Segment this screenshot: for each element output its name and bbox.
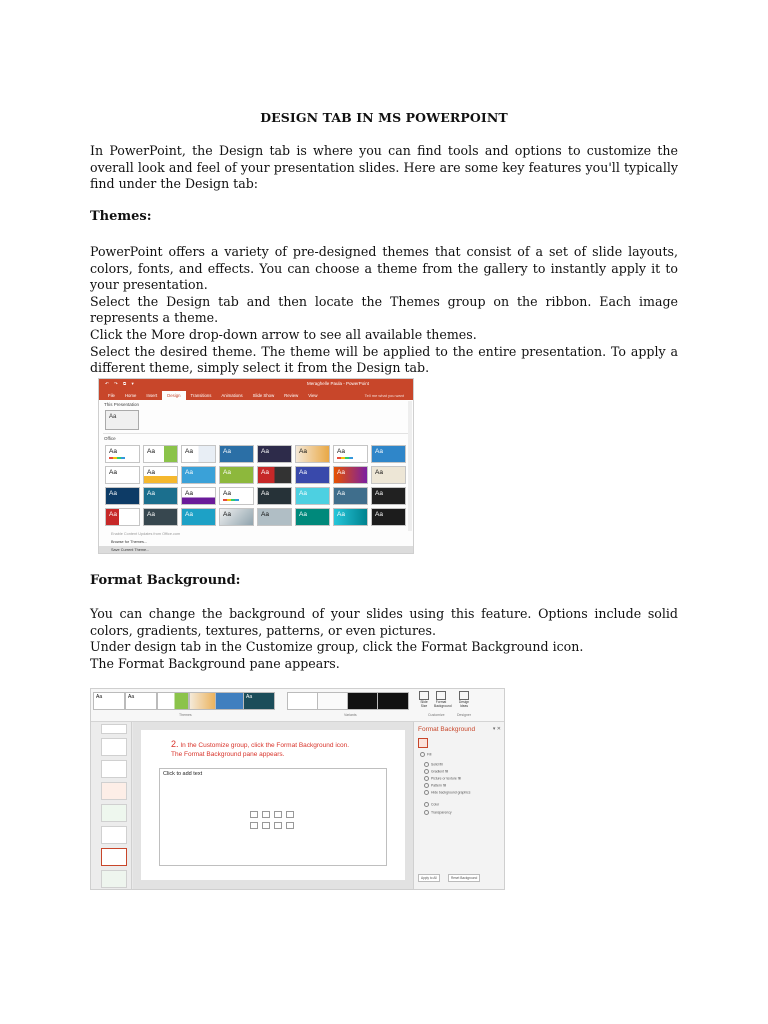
tell-me-box[interactable]: Tell me what you want bbox=[364, 393, 404, 398]
pattern-fill-option[interactable]: Pattern fill bbox=[424, 783, 446, 788]
theme-thumbnail[interactable] bbox=[125, 692, 157, 710]
theme-thumbnail[interactable] bbox=[333, 508, 368, 526]
theme-thumb-label: Aa bbox=[109, 511, 117, 518]
intro-paragraph bbox=[90, 143, 678, 193]
variant-thumbnail[interactable] bbox=[317, 692, 349, 710]
tab-transitions[interactable]: Transitions bbox=[190, 393, 212, 398]
theme-thumbnail[interactable] bbox=[105, 508, 140, 526]
insert-content-icons bbox=[250, 811, 296, 829]
placeholder-text: Click to add text bbox=[163, 771, 203, 777]
content-placeholder[interactable] bbox=[159, 768, 387, 866]
theme-thumb-label: Aa bbox=[299, 490, 307, 497]
format-background-label: Format Background bbox=[434, 700, 452, 708]
theme-thumbnail[interactable] bbox=[257, 508, 292, 526]
transparency-slider[interactable]: Transparency bbox=[424, 810, 452, 815]
theme-thumb-label: Aa bbox=[185, 448, 193, 455]
window-titlebar bbox=[99, 379, 413, 389]
instruction-line-2: The Format Background pane appears. bbox=[171, 751, 285, 758]
theme-thumbnail[interactable] bbox=[371, 445, 406, 463]
format-background-screenshot bbox=[90, 688, 505, 890]
theme-thumb-label: Aa bbox=[246, 694, 253, 700]
variant-thumbnail[interactable] bbox=[377, 692, 409, 710]
slide-size-label: Slide Size bbox=[420, 700, 428, 708]
theme-thumbnail[interactable] bbox=[181, 445, 216, 463]
theme-thumb-label: Aa bbox=[337, 448, 345, 455]
theme-thumbnail[interactable] bbox=[157, 692, 189, 710]
theme-thumb-label: Aa bbox=[375, 469, 383, 476]
video-icon[interactable] bbox=[274, 822, 282, 829]
theme-thumbnail[interactable] bbox=[143, 487, 178, 505]
tab-home[interactable]: Home bbox=[124, 393, 137, 398]
tab-animations[interactable]: Animations bbox=[221, 393, 243, 398]
designer-group-label: Designer bbox=[457, 713, 472, 717]
theme-thumbnail[interactable] bbox=[181, 508, 216, 526]
theme-thumbnail[interactable] bbox=[143, 508, 178, 526]
tab-slide-show[interactable]: Slide Show bbox=[252, 393, 275, 398]
theme-thumbnail[interactable] bbox=[219, 445, 254, 463]
quick-access-icons: ↶ ↷ ⧉ ▾ bbox=[105, 381, 136, 386]
theme-thumbnail[interactable] bbox=[295, 508, 330, 526]
theme-thumbnail[interactable] bbox=[333, 487, 368, 505]
theme-thumbnail[interactable] bbox=[295, 487, 330, 505]
theme-thumbnail[interactable] bbox=[371, 508, 406, 526]
themes-paragraph bbox=[90, 244, 678, 377]
theme-thumb-label: Aa bbox=[337, 511, 345, 518]
theme-thumb-label: Aa bbox=[109, 448, 117, 455]
window-title: Meraghelle Paula - PowerPoint bbox=[307, 381, 370, 386]
slide-size-icon bbox=[419, 691, 429, 700]
theme-thumbnail[interactable] bbox=[219, 466, 254, 484]
theme-thumb-label: Aa bbox=[147, 448, 155, 455]
theme-thumb-label: Aa bbox=[337, 490, 345, 497]
apply-to-all-button[interactable]: Apply to All bbox=[418, 874, 440, 882]
slide-thumbnail[interactable] bbox=[101, 870, 127, 888]
design-ideas-icon bbox=[459, 691, 469, 700]
fill-section-label[interactable]: Fill bbox=[420, 752, 431, 757]
tab-file[interactable]: File bbox=[108, 393, 115, 398]
format-line: The Format Background pane appears. bbox=[90, 655, 340, 671]
theme-thumb-label: Aa bbox=[261, 490, 269, 497]
theme-thumb-label: Aa bbox=[261, 469, 269, 476]
theme-thumbnail[interactable] bbox=[257, 466, 292, 484]
instruction-callout bbox=[171, 740, 401, 759]
theme-thumbnail[interactable] bbox=[105, 445, 140, 463]
theme-thumb-label: Aa bbox=[223, 511, 231, 518]
slide-thumbnail[interactable] bbox=[101, 826, 127, 844]
themes-group-label: Themes bbox=[179, 713, 192, 717]
theme-thumbnail[interactable] bbox=[295, 445, 330, 463]
office-label: Office bbox=[104, 436, 116, 441]
theme-thumb-label: Aa bbox=[375, 511, 383, 518]
slide-thumbnails-panel bbox=[91, 722, 132, 889]
current-slide[interactable] bbox=[141, 730, 405, 880]
theme-thumb-label: Aa bbox=[223, 448, 231, 455]
theme-thumbnail[interactable] bbox=[295, 466, 330, 484]
theme-thumbnail[interactable] bbox=[371, 487, 406, 505]
theme-thumb-label: Aa bbox=[185, 490, 193, 497]
theme-thumb-label: Aa bbox=[147, 511, 155, 518]
instruction-number: 2. bbox=[171, 739, 179, 749]
theme-thumbnail[interactable] bbox=[333, 445, 368, 463]
reset-background-button[interactable]: Reset Background bbox=[448, 874, 480, 882]
fill-bucket-icon[interactable] bbox=[418, 738, 428, 748]
theme-thumb-label: Aa bbox=[128, 694, 135, 700]
format-line: You can change the background of your slides using this feature. Options include solid colors, gradients, textures, patterns, or even pictures. bbox=[90, 606, 678, 638]
page-title: DESIGN TAB IN MS POWERPOINT bbox=[260, 110, 508, 125]
theme-thumb-label: Aa bbox=[375, 490, 383, 497]
intro-text: In PowerPoint, the Design tab is where you can find tools and options to customize the overall look and feel of your presentation slides. Here are some key features you'll typically find under the Design tab: bbox=[90, 143, 678, 192]
smartart-icon[interactable] bbox=[274, 811, 282, 818]
ribbon-tabs bbox=[99, 389, 413, 400]
theme-thumbnail[interactable] bbox=[219, 487, 254, 505]
theme-thumbnail[interactable] bbox=[143, 466, 178, 484]
format-background-pane bbox=[413, 722, 505, 889]
design-ribbon bbox=[91, 689, 504, 722]
theme-thumbnail[interactable] bbox=[257, 445, 292, 463]
format-background-paragraph bbox=[90, 606, 678, 672]
theme-thumb-label: Aa bbox=[147, 469, 155, 476]
theme-thumbnail[interactable] bbox=[143, 445, 178, 463]
theme-thumb-label: Aa bbox=[147, 490, 155, 497]
theme-thumbnail[interactable] bbox=[105, 487, 140, 505]
theme-thumb-label: Aa bbox=[261, 511, 269, 518]
theme-thumb-label: Aa bbox=[375, 448, 383, 455]
themes-line: Select the Design tab and then locate the Themes group on the ribbon. Each image represents a theme. bbox=[90, 293, 678, 326]
design-ideas-button[interactable] bbox=[457, 691, 471, 709]
picture-fill-option[interactable]: Picture or texture fill bbox=[424, 776, 461, 781]
theme-thumb-label: Aa bbox=[261, 448, 269, 455]
instruction-line-1: In the Customize group, click the Format Background icon. bbox=[180, 742, 350, 749]
gradient-fill-option[interactable]: Gradient fill bbox=[424, 769, 448, 774]
theme-thumbnail[interactable] bbox=[93, 692, 125, 710]
solid-fill-option[interactable]: Solid fill bbox=[424, 762, 443, 767]
theme-thumb-label: Aa bbox=[223, 490, 231, 497]
chart-icon[interactable] bbox=[262, 811, 270, 818]
format-background-button[interactable] bbox=[434, 691, 452, 709]
current-theme-thumbnail[interactable] bbox=[105, 410, 139, 430]
theme-gallery-screenshot bbox=[98, 378, 414, 554]
picture-icon[interactable] bbox=[250, 822, 258, 829]
theme-thumb-label: Aa bbox=[185, 511, 193, 518]
theme-grid bbox=[99, 443, 413, 526]
gallery-scrollbar[interactable] bbox=[408, 401, 412, 531]
format-line: Under design tab in the Customize group, click the Format Background icon. bbox=[90, 639, 584, 655]
theme-thumb-label: Aa bbox=[185, 469, 193, 476]
theme-thumbnail[interactable] bbox=[243, 692, 275, 710]
slide-thumbnail[interactable] bbox=[101, 804, 127, 822]
theme-thumbnail[interactable] bbox=[219, 508, 254, 526]
themes-line: Select the desired theme. The theme will be applied to the entire presentation. To apply a different theme, simply select it from the Design tab. bbox=[90, 343, 678, 376]
variant-thumbnail[interactable] bbox=[347, 692, 379, 710]
themes-line: PowerPoint offers a variety of pre-designed themes that consist of a set of slide layouts, colors, fonts, and effects. You can choose a theme from the gallery to instantly apply it to your presentation. bbox=[90, 244, 678, 293]
theme-thumbnail[interactable] bbox=[181, 466, 216, 484]
slide-thumbnail[interactable] bbox=[101, 782, 127, 800]
theme-thumbnail[interactable] bbox=[333, 466, 368, 484]
theme-thumb-label: Aa bbox=[223, 469, 231, 476]
tab-view[interactable]: View bbox=[308, 393, 318, 398]
menu-enable-updates: Enable Content Updates from Office.com bbox=[111, 532, 181, 536]
design-ideas-label: Design Ideas bbox=[458, 700, 470, 708]
online-picture-icon[interactable] bbox=[262, 822, 270, 829]
variant-thumbnail[interactable] bbox=[287, 692, 319, 710]
theme-thumb-label: Aa bbox=[299, 511, 307, 518]
theme-thumb-label: Aa bbox=[109, 490, 117, 497]
slide-thumbnail[interactable] bbox=[101, 738, 127, 756]
3d-model-icon[interactable] bbox=[286, 811, 294, 818]
theme-thumbnail[interactable] bbox=[371, 466, 406, 484]
icons-icon[interactable] bbox=[286, 822, 294, 829]
pane-close-icon[interactable]: ▾ ✕ bbox=[492, 726, 501, 732]
slide-thumbnail[interactable] bbox=[101, 724, 127, 734]
theme-thumb-label: Aa bbox=[109, 469, 117, 476]
theme-thumbnail[interactable] bbox=[257, 487, 292, 505]
theme-thumb-label: Aa bbox=[109, 414, 117, 420]
theme-thumbnail[interactable] bbox=[105, 466, 140, 484]
slide-thumbnail[interactable] bbox=[101, 760, 127, 778]
theme-thumb-label: Aa bbox=[96, 694, 103, 700]
tab-design[interactable]: Design bbox=[162, 391, 185, 400]
menu-browse-themes[interactable]: Browse for Themes... bbox=[111, 540, 148, 544]
menu-save-theme[interactable]: Save Current Theme... bbox=[99, 546, 413, 554]
color-picker[interactable]: Color bbox=[424, 802, 439, 807]
theme-thumbnail[interactable] bbox=[181, 487, 216, 505]
themes-line: Click the More drop-down arrow to see all available themes. bbox=[90, 326, 477, 342]
format-background-icon bbox=[436, 691, 446, 700]
this-presentation-label: This Presentation bbox=[104, 402, 140, 407]
customize-group-label: Customize bbox=[428, 713, 445, 717]
theme-thumb-label: Aa bbox=[299, 469, 307, 476]
hide-background-graphics-option[interactable]: Hide background graphics bbox=[424, 790, 470, 795]
theme-thumb-label: Aa bbox=[337, 469, 345, 476]
variants-group-label: Variants bbox=[344, 713, 357, 717]
table-icon[interactable] bbox=[250, 811, 258, 818]
themes-heading: Themes: bbox=[90, 209, 152, 224]
pane-title: Format Background bbox=[418, 726, 476, 733]
tab-review[interactable]: Review bbox=[284, 393, 299, 398]
slide-size-button[interactable] bbox=[417, 691, 431, 709]
theme-thumb-label: Aa bbox=[299, 448, 307, 455]
format-background-heading: Format Background: bbox=[90, 573, 241, 588]
slide-thumbnail-selected[interactable] bbox=[101, 848, 127, 866]
tab-insert[interactable]: Insert bbox=[146, 393, 158, 398]
